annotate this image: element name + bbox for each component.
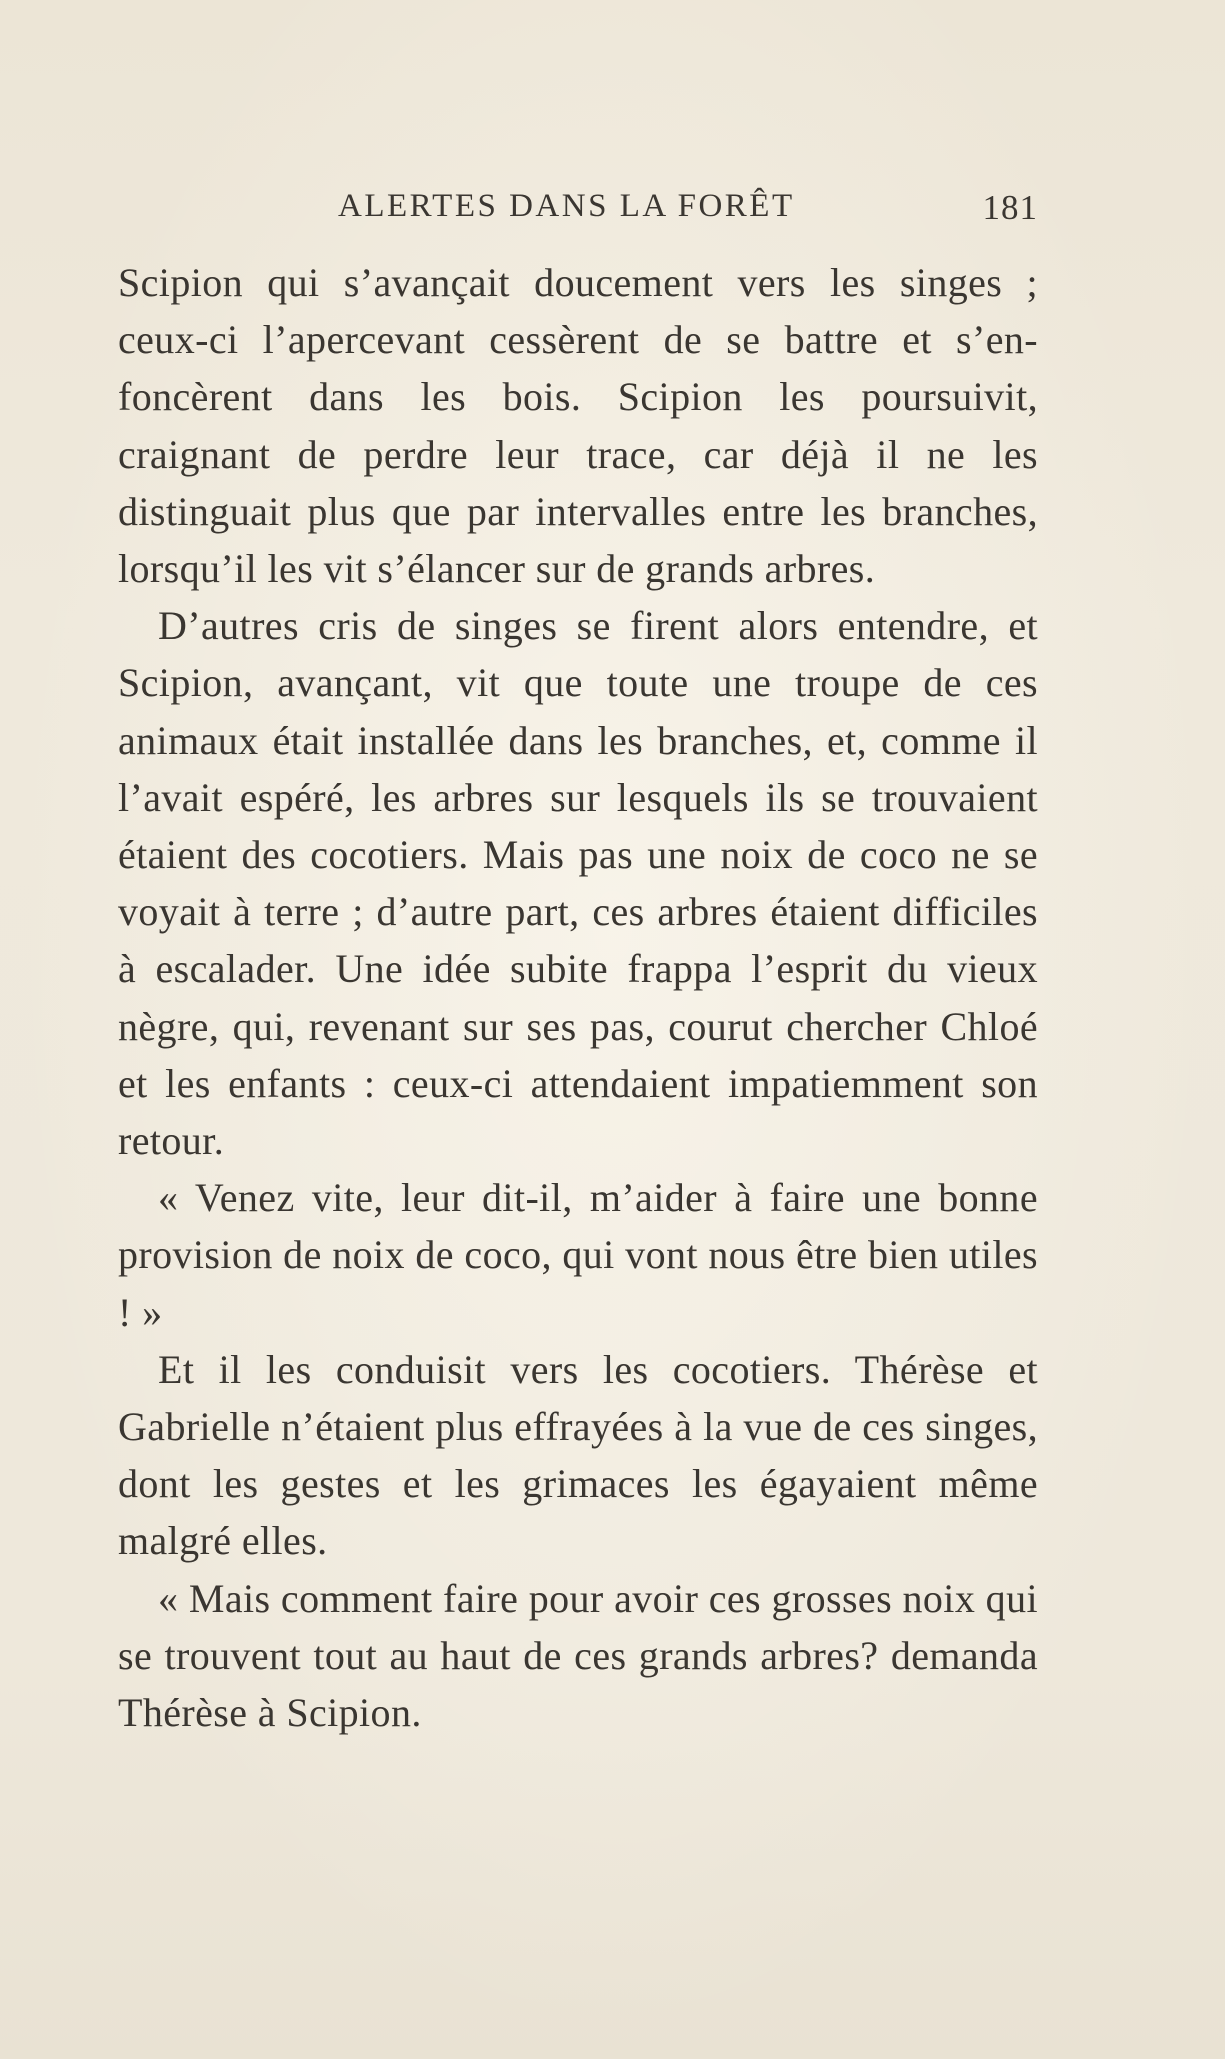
- body-text: [118, 254, 1038, 1741]
- paragraph-2: D’autres cris de singes se firent alors entendre, et Scipion, avançant, vit que toute une troupe de ces animaux était installée dans les branches, et, comme il l’avait espéré, les arbres sur lesquels ils se trouvaient étaient des cocotiers. Mais pas une noix de coco ne se voyait à terre ; d’autre part, ces arbres étaient difficiles à escalader. Une idée subite frappa l’esprit du vieux nègre, qui, revenant sur ses pas, courut chercher Chloé et les enfants : ceux-ci attendaient impatiemment son retour.: [118, 603, 1038, 1164]
- paragraph-3: « Venez vite, leur dit-il, m’aider à faire une bonne provision de noix de coco, qui vont nous être bien utiles ! »: [118, 1175, 1038, 1335]
- paragraph-5: « Mais comment faire pour avoir ces grosses noix qui se trouvent tout au haut de ces grands arbres? demanda Thérèse à Scipion.: [118, 1575, 1038, 1736]
- running-head: ALERTES DANS LA FORÊT: [338, 188, 795, 224]
- paragraph-4: Et il les conduisit vers les cocotiers. Thérèse et Gabrielle n’étaient plus effrayées à la vue de ces singes, dont les gestes et les grimaces les égayaient même malgré elles.: [118, 1346, 1038, 1564]
- page-header: [118, 188, 1038, 238]
- page-number: 181: [982, 188, 1038, 227]
- paragraph-1: Scipion qui s’avançait doucement vers les singes ; ceux-ci l’apercevant cessèrent de se battre et s’en-foncèrent dans les bois. Scipion les poursuivit, craignant de perdre leur trace, car déjà il ne les distinguait plus que par intervalles entre les branches, lorsqu’il les vit s’élancer sur de grands arbres.: [118, 260, 1038, 592]
